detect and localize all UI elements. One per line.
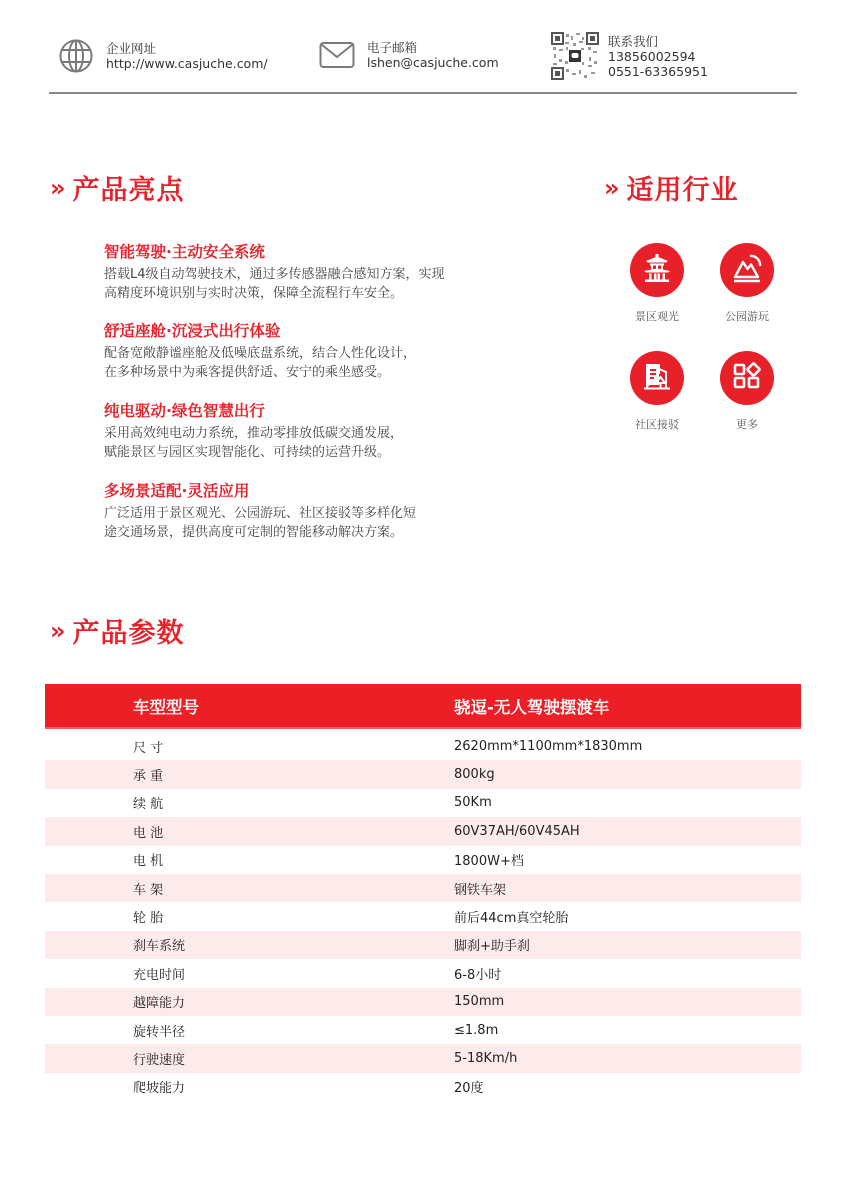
industry-label: 社区接驳 bbox=[635, 418, 679, 431]
highlight-desc-line: 高精度环境识别与实时决策，保障全流程行车安全。 bbox=[104, 286, 404, 301]
table-row bbox=[45, 931, 801, 959]
table-row bbox=[45, 732, 801, 760]
highlight-desc-line: 在多种场景中为乘客提供舒适、安宁的乘坐感受。 bbox=[104, 365, 391, 380]
building-tree-icon bbox=[642, 361, 672, 395]
highlight-desc-line: 广泛适用于景区观光、公园游玩、社区接驳等多样化短 bbox=[104, 506, 417, 521]
industry-community-shuttle[interactable] bbox=[612, 351, 702, 432]
industry-label: 公园游玩 bbox=[725, 310, 769, 323]
row-value: 60V37AH/60V45AH bbox=[454, 823, 580, 839]
table-header bbox=[45, 684, 801, 729]
email-label: 电子邮箱 bbox=[367, 40, 418, 55]
row-value: 前后44cm真空轮胎 bbox=[454, 911, 569, 927]
table-row bbox=[45, 1073, 801, 1101]
contact-phone-mobile[interactable]: 13856002594 bbox=[608, 48, 696, 64]
row-value: 6-8小时 bbox=[454, 967, 502, 983]
highlight-title: 智能驾驶·主动安全系统 bbox=[104, 243, 265, 261]
row-value: 2620mm*1100mm*1830mm bbox=[454, 738, 643, 754]
more-apps-icon bbox=[732, 361, 762, 395]
highlight-item bbox=[104, 321, 484, 382]
industry-label: 景区观光 bbox=[635, 310, 679, 323]
industries-title: 适用行业 bbox=[626, 175, 739, 206]
website-label: 企业网址 bbox=[106, 41, 157, 56]
highlights-heading bbox=[50, 168, 185, 207]
email-block bbox=[319, 40, 499, 70]
row-value: 5-18Km/h bbox=[454, 1050, 518, 1066]
industry-scenic-spot[interactable] bbox=[612, 243, 702, 324]
highlight-desc-line: 赋能景区与园区实现智能化、可持续的运营升级。 bbox=[104, 445, 391, 460]
header-value: 骁逗-无人驾驶摆渡车 bbox=[454, 697, 610, 717]
highlight-item bbox=[104, 401, 484, 462]
pavilion-icon bbox=[642, 253, 672, 287]
highlight-desc-line: 搭载L4级自动驾驶技术，通过多传感器融合感知方案，实现 bbox=[104, 267, 445, 282]
industry-park[interactable] bbox=[702, 243, 792, 324]
email-link[interactable]: lshen@casjuche.com bbox=[367, 55, 499, 70]
qr-code-icon[interactable] bbox=[551, 32, 599, 80]
row-key: 承 重 bbox=[133, 769, 164, 785]
globe-icon bbox=[58, 38, 94, 74]
highlight-desc-line: 途交通场景，提供高度可定制的智能移动解决方案。 bbox=[104, 525, 404, 540]
highlight-item bbox=[104, 481, 484, 542]
row-key: 充电时间 bbox=[133, 967, 186, 983]
industry-more[interactable] bbox=[702, 351, 792, 432]
header-divider bbox=[49, 92, 797, 94]
industries-heading bbox=[604, 168, 739, 207]
row-key: 越障能力 bbox=[133, 996, 186, 1012]
row-key: 车 架 bbox=[133, 882, 164, 898]
highlights-title: 产品亮点 bbox=[72, 175, 185, 206]
row-key: 电 机 bbox=[133, 854, 164, 870]
row-key: 爬坡能力 bbox=[133, 1081, 186, 1097]
table-row bbox=[45, 874, 801, 902]
row-key: 旋转半径 bbox=[133, 1024, 186, 1040]
highlight-title: 纯电驱动·绿色智慧出行 bbox=[104, 402, 265, 420]
row-key: 刹车系统 bbox=[133, 939, 186, 955]
table-row bbox=[45, 1016, 801, 1044]
table-row bbox=[45, 959, 801, 987]
table-row bbox=[45, 760, 801, 788]
row-key: 轮 胎 bbox=[133, 911, 164, 927]
contact-block bbox=[551, 32, 708, 80]
contact-header bbox=[0, 0, 843, 94]
highlight-desc-line: 配备宽敞静谧座舱及低噪底盘系统，结合人性化设计， bbox=[104, 346, 417, 361]
row-value: 钢铁车架 bbox=[454, 882, 507, 898]
row-value: 脚刹+助手刹 bbox=[454, 939, 530, 955]
params-heading bbox=[50, 611, 185, 650]
row-key: 行驶速度 bbox=[133, 1052, 186, 1068]
table-row bbox=[45, 789, 801, 817]
table-row bbox=[45, 817, 801, 845]
row-key: 电 池 bbox=[133, 825, 164, 841]
row-value: ≤1.8m bbox=[454, 1022, 499, 1038]
params-title: 产品参数 bbox=[72, 618, 185, 649]
header-key: 车型型号 bbox=[133, 697, 199, 717]
industry-label: 更多 bbox=[736, 418, 758, 431]
table-row bbox=[45, 902, 801, 930]
table-row bbox=[45, 1044, 801, 1072]
contact-phone-landline[interactable]: 0551-63365951 bbox=[608, 63, 708, 79]
highlight-item bbox=[104, 242, 484, 303]
row-value: 1800W+档 bbox=[454, 854, 524, 870]
contact-label: 联系我们 bbox=[608, 33, 659, 49]
double-chevron-icon: » bbox=[50, 616, 67, 645]
row-value: 50Km bbox=[454, 795, 492, 811]
double-chevron-icon: » bbox=[604, 173, 621, 202]
highlight-desc-line: 采用高效纯电动力系统，推动零排放低碳交通发展， bbox=[104, 426, 404, 441]
table-row bbox=[45, 846, 801, 874]
row-key: 尺 寸 bbox=[133, 740, 164, 756]
row-value: 150mm bbox=[454, 994, 505, 1010]
params-table bbox=[45, 684, 801, 1101]
row-value: 800kg bbox=[454, 767, 495, 783]
mail-icon bbox=[319, 40, 355, 70]
mountain-icon bbox=[731, 253, 763, 287]
table-row bbox=[45, 988, 801, 1016]
double-chevron-icon: » bbox=[50, 173, 67, 202]
highlight-title: 舒适座舱·沉浸式出行体验 bbox=[104, 322, 281, 340]
row-value: 20度 bbox=[454, 1081, 484, 1097]
website-block bbox=[58, 38, 268, 74]
row-key: 续 航 bbox=[133, 797, 164, 813]
highlight-title: 多场景适配·灵活应用 bbox=[104, 482, 250, 500]
website-link[interactable]: http://www.casjuche.com/ bbox=[106, 56, 268, 71]
